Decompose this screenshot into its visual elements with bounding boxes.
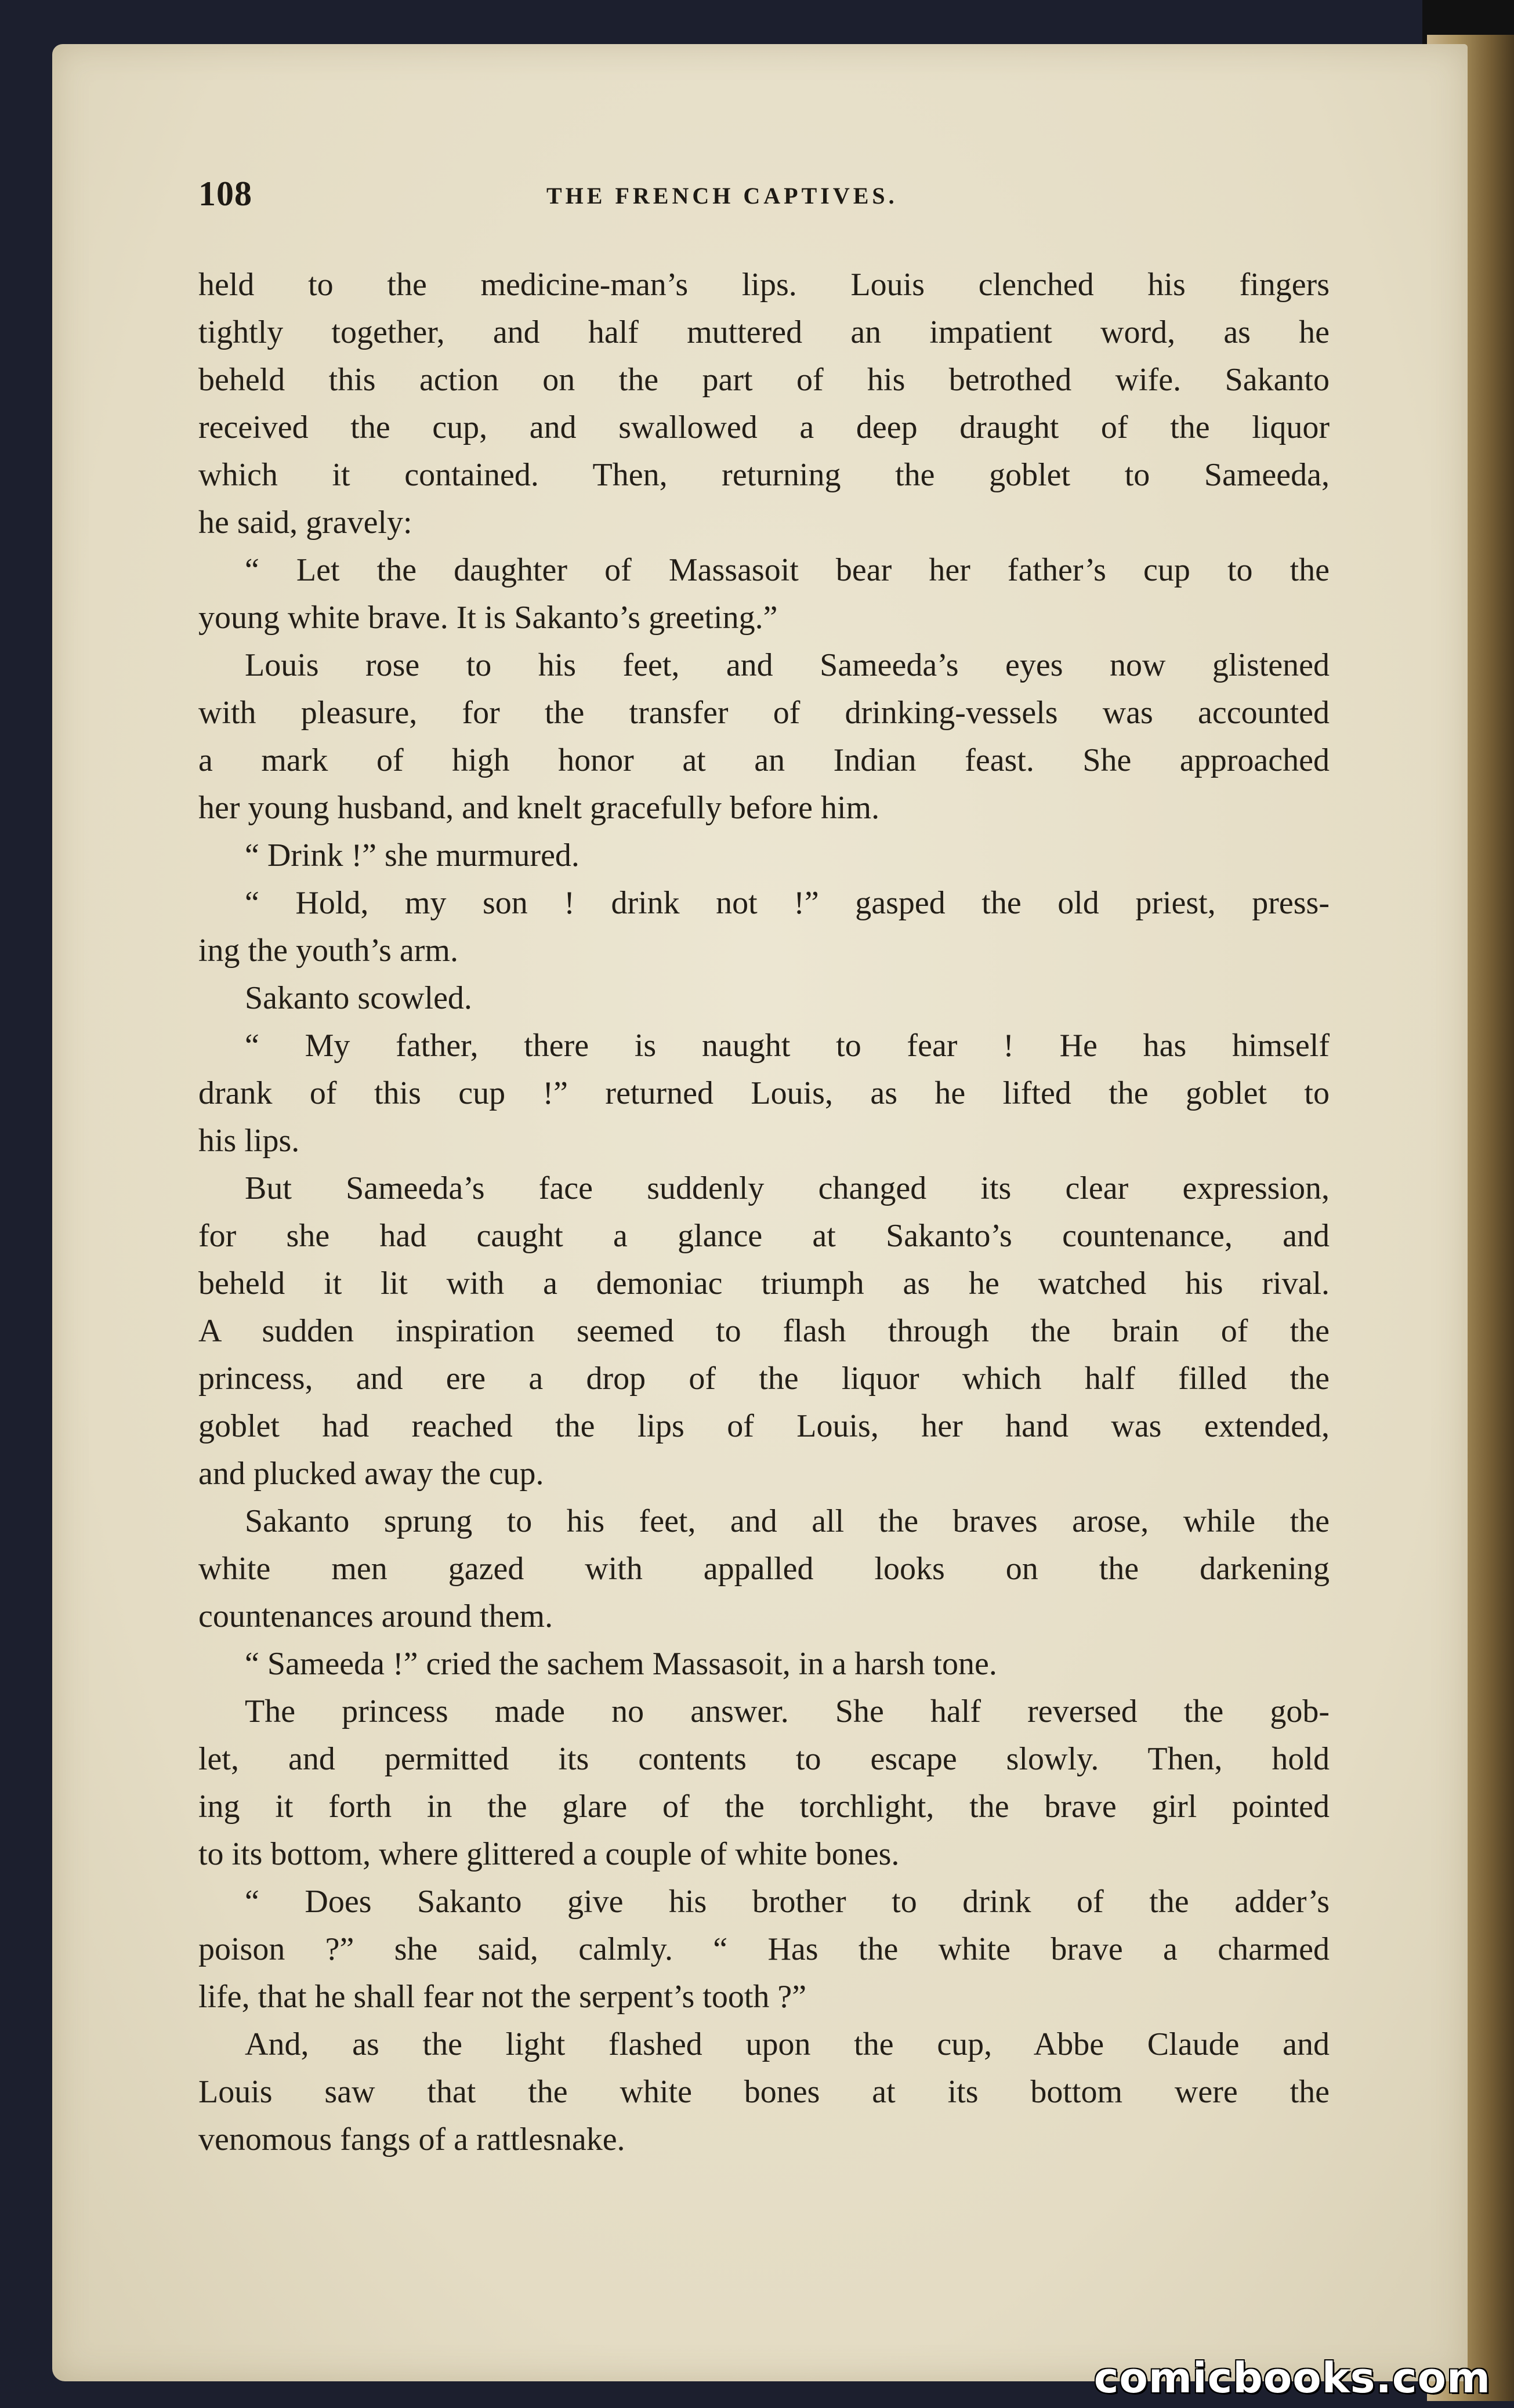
text-line: beheld this action on the part of his betrothed wife. Sakanto (198, 362, 1330, 398)
text-line: white men gazed with appalled looks on the darkening (198, 1551, 1330, 1587)
text-line: A sudden inspiration seemed to flash through the brain of the (198, 1313, 1330, 1349)
site-watermark: comicbooks.com (1093, 2353, 1491, 2402)
text-line: received the cup, and swallowed a deep draught of the liquor (198, 409, 1330, 445)
text-line: “ Does Sakanto give his brother to drink of the adder’s (245, 1884, 1330, 1920)
text-line: ing it forth in the glare of the torchlight, the brave girl pointed (198, 1789, 1330, 1825)
text-line: princess, and ere a drop of the liquor which half filled the (198, 1361, 1330, 1397)
text-line: and plucked away the cup. (198, 1456, 544, 1492)
text-line: for she had caught a glance at Sakanto’s countenance, and (198, 1218, 1330, 1254)
text-line: held to the medicine-man’s lips. Louis clenched his fingers (198, 267, 1330, 303)
text-line: “ Hold, my son ! drink not !” gasped the old priest, press- (245, 885, 1330, 921)
text-line: Sakanto scowled. (245, 980, 472, 1016)
text-line: goblet had reached the lips of Louis, her hand was extended, (198, 1408, 1330, 1444)
text-line: poison ?” she said, calmly. “ Has the white brave a charmed (198, 1931, 1330, 1967)
text-line: “ Sameeda !” cried the sachem Massasoit, in a harsh tone. (245, 1646, 997, 1682)
text-line: to its bottom, where glittered a couple of white bones. (198, 1836, 900, 1872)
body-text (198, 261, 1330, 2163)
running-title: THE FRENCH CAPTIVES. (546, 183, 898, 209)
running-head (198, 174, 1301, 226)
text-line: with pleasure, for the transfer of drinking-vessels was accounted (198, 695, 1330, 731)
text-line: tightly together, and half muttered an impatient word, as he (198, 314, 1330, 350)
text-line: “ Drink !” she murmured. (245, 837, 579, 873)
text-line: her young husband, and knelt gracefully before him. (198, 790, 880, 826)
text-line: Louis saw that the white bones at its bottom were the (198, 2074, 1330, 2110)
text-line: which it contained. Then, returning the goblet to Sameeda, (198, 457, 1330, 493)
text-line: countenances around them. (198, 1598, 553, 1634)
text-line: a mark of high honor at an Indian feast. She approached (198, 742, 1330, 778)
text-line: Louis rose to his feet, and Sameeda’s eyes now glistened (245, 647, 1330, 683)
text-line: The princess made no answer. She half reversed the gob- (245, 1693, 1330, 1729)
text-line: young white brave. It is Sakanto’s greeting.” (198, 600, 778, 636)
text-line: drank of this cup !” returned Louis, as he lifted the goblet to (198, 1075, 1330, 1111)
text-line: And, as the light flashed upon the cup, Abbe Claude and (245, 2026, 1330, 2062)
text-line: “ My father, there is naught to fear ! He has himself (245, 1028, 1330, 1064)
text-line: “ Let the daughter of Massasoit bear her father’s cup to the (245, 552, 1330, 588)
text-line: But Sameeda’s face suddenly changed its clear expression, (245, 1170, 1330, 1206)
text-line: ing the youth’s arm. (198, 933, 458, 969)
text-line: let, and permitted its contents to escape slowly. Then, hold (198, 1741, 1330, 1777)
text-line: he said, gravely: (198, 505, 412, 541)
text-line: life, that he shall fear not the serpent’s tooth ?” (198, 1979, 807, 2015)
text-line: beheld it lit with a demoniac triumph as he watched his rival. (198, 1265, 1330, 1301)
page-number: 108 (198, 175, 252, 213)
text-line: venomous fangs of a rattlesnake. (198, 2121, 625, 2157)
text-line: Sakanto sprung to his feet, and all the braves arose, while the (245, 1503, 1330, 1539)
text-line: his lips. (198, 1123, 300, 1159)
